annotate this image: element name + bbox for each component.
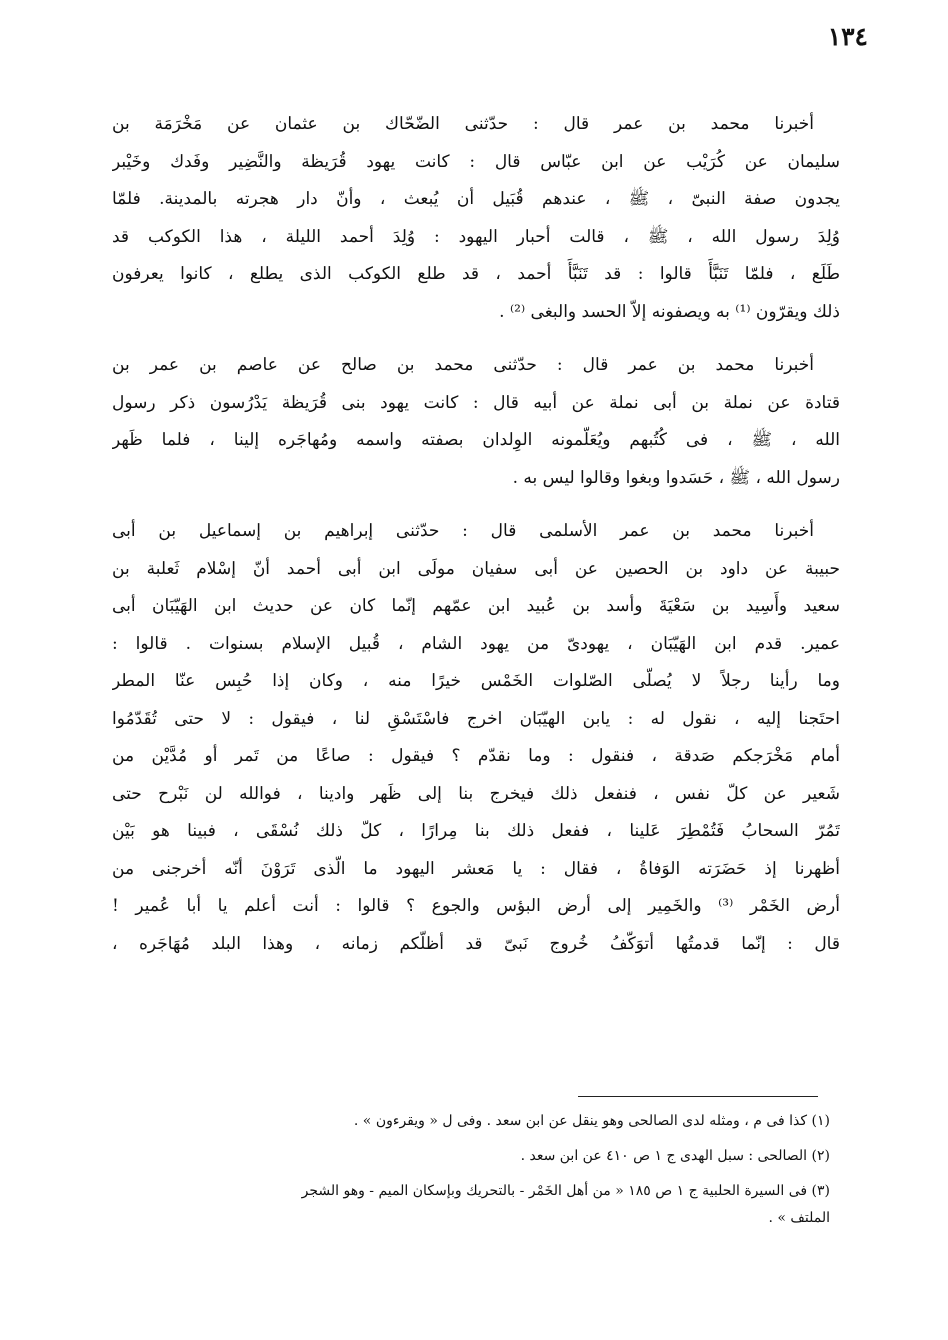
text-line: الله ، ﷺ ، فى كُتُبهم ويُعَلّمونه الوِلدان بصفته واسمه ومُهاجَره إلينا ، فلما ظَهر — [112, 430, 840, 450]
page-number: ١٣٤ — [827, 22, 868, 51]
text-line: عمير. قدم ابن الهَيّبَان ، يهودىّ من يهود الشام ، قُبيل الإسلام بسنوات . قالوا : — [112, 633, 840, 654]
footnote — [112, 1178, 830, 1232]
text-line: شَعير عن كلّ نفس ، فنفعل ذلك فيخرج بنا إلى ظَهر وادينا ، فوالله لن نَبْرح حتى — [112, 783, 840, 804]
text-line: أظهرنا إذ حَضَرَته الوَفاةُ ، فقال : يا مَعشر اليهود ما الّذى تَرَوْنَ أنّه أخرجنى من — [112, 858, 840, 879]
text-line: أخبرنا محمد بن عمر قال : حدّثنى محمد بن صالح عن عاصم بن عمر بن — [112, 355, 814, 375]
text-line: سعيد وأَسِيد بن سَعْيَةَ وأسد بن عُبيد ابن عمّهم إنّما كان عن حديث ابن الهَيّبَان أبى — [112, 596, 840, 616]
text-line: حبيبة عن داود بن الحصين عن أبى سفيان مولَى ابن أبى أحمد أنّ إسْلام ثَعلبة بن — [112, 558, 840, 579]
text-line: قال : إنّما قدمتُها أتوَكّفُ خُروج نَبىّ قد أظلّكم زمانه ، وهذا البلد مُهَاجَره ، — [112, 933, 840, 954]
paragraph — [112, 513, 840, 963]
text-line: ذلك ويقرّون ⁽¹⁾ به ويصفونه إلاّ الحسد والبغى ⁽²⁾ . — [499, 301, 840, 322]
text-line: تَمُرّ السحابُ فَتُمْطِرَ عَلينا ، ففعل ذلك بنا مِرارًا ، كلّ ذلك نُسْقَى ، فبينا هو بَيْن — [112, 821, 840, 841]
text-line: سليمان عن كُرَيْب عن ابن عبّاس قال : كانت يهود قُرَيظة والنَّضِير وفَدك وخَيْبر — [112, 151, 840, 172]
footnote-divider — [578, 1096, 818, 1097]
text-line: يجدون صفة النبىّ ، ﷺ ، عندهم قُبَيل أن يُبعث ، وأنّ دار هجرته بالمدينة. فلمّا — [112, 189, 840, 209]
footnote-line: (٢) الصالحى : سبل الهدى ج ١ ص ٤١٠ عن ابن سعد . — [520, 1148, 830, 1164]
text-line: أرض الخَمْر ⁽³⁾ والخَمِير إلى أرض البؤس والجوع ؟ قالوا : أنت أعلم يا أبا عُمير ! — [112, 896, 840, 916]
text-line: احتَجنا إليه ، نقول له : يابن الهيّبَان اخرج فاسْتَسْقِ لنا ، فيقول : لا حتى تُقَدّمُوا — [112, 708, 840, 729]
footnote — [112, 1108, 830, 1135]
footnote-line: الملتف » . — [768, 1210, 830, 1226]
paragraph — [112, 347, 840, 497]
text-line: وُلِدَ رسول الله ، ﷺ ، قالت أحبار اليهود : وُلِدَ أحمد الليلة ، هذا الكوكب قد — [112, 226, 840, 247]
footnote — [112, 1143, 830, 1170]
text-line: أخبرنا محمد بن عمر الأسلمى قال : حدّثنى إبراهيم بن إسماعيل بن أبى — [112, 521, 814, 541]
text-line: وما رأينا رجلاً لا يُصلّى الصّلوات الخَمْس خيرًا منه ، وكان إذا حُبِس عنّا المطر — [112, 671, 840, 691]
paragraph — [112, 106, 840, 331]
text-line: قتادة عن نملة بن أبى نملة عن أبيه قال : كانت يهود بنى قُرَيظة يَدْرُسون ذكر رسول — [112, 392, 840, 413]
footnote-line: (١) كذا فى م ، ومثله لدى الصالحى وهو ينقل عن ابن سعد . وفى ل « ويقرءون » . — [353, 1113, 830, 1129]
text-line: أخبرنا محمد بن عمر قال : حدّثنى الضّحّاك بن عثمان عن مَخْرَمَة بن — [112, 114, 814, 134]
text-line: رسول الله ، ﷺ ، حَسَدوا وبغوا وقالوا ليس به . — [512, 467, 840, 488]
footnote-line: (٣) فى السيرة الحلبية ج ١ ص ١٨٥ « من أهل الخَمْر - بالتحريك وبإسكان الميم - وهو الشجر — [301, 1183, 830, 1199]
footnotes — [112, 1108, 830, 1240]
text-line: طَلَع ، فلمّا تَنَبَّأَ قالوا : قد تَنَبَّأَ أحمد ، قد طلع الكوكب الذى يطلع ، كانوا يعرفون — [112, 264, 840, 284]
main-text — [112, 106, 840, 979]
text-line: أمام مَخْرَجكم صَدقة ، فنقول : وما نقدّم ؟ فيقول : صاعًا من تَمر أو مُدَّيْن من — [112, 746, 840, 766]
